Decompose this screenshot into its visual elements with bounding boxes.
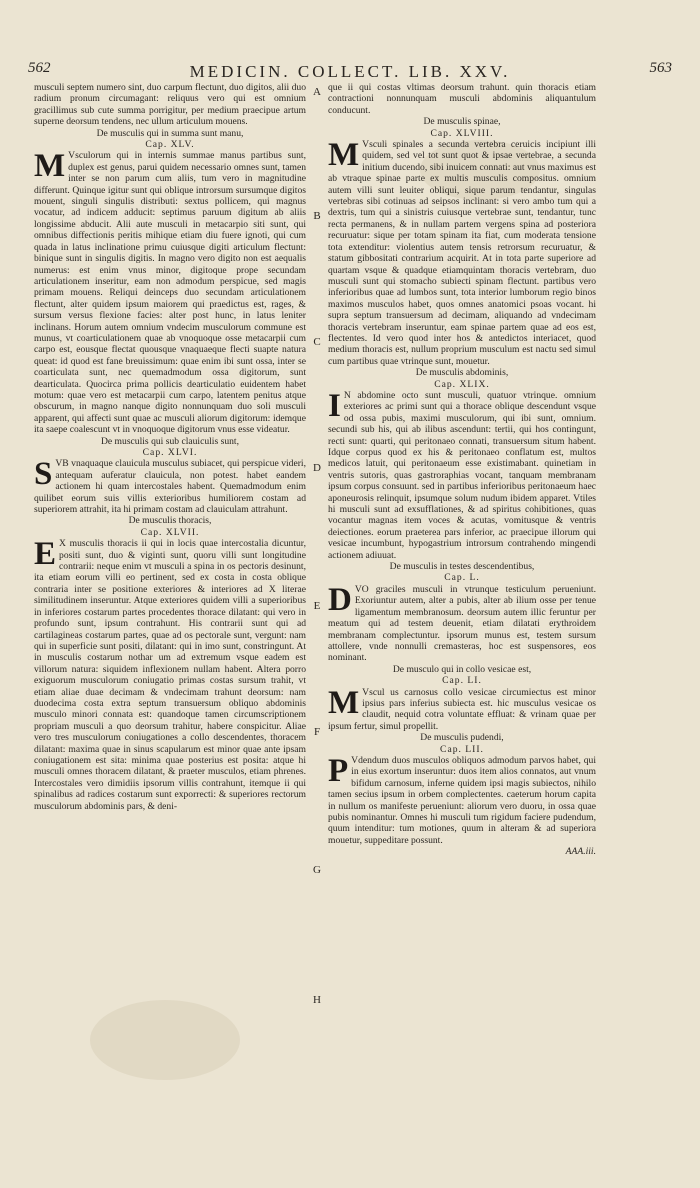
- drop-cap: I: [328, 387, 341, 424]
- chapter-body: [34, 150, 306, 435]
- chapter-text: N abdomine octo sunt musculi, quatuor vtrinque. omnium exteriores ac primi sunt qui a thorace oblique descendunt vsque od ossa pubis, maximi musculorum, qui ibi sunt, omnium. secundi sub his, qui ab ilibus ascendunt: tertii, qui hos contingunt, recti sunt: quarti, qui peritonaeo connati, transuersum situm habent. Idque corpus quod ex his & peritonaeo conflatum est, multos medicos latuit, qui peritonaeum esse existimabant. quinetiam in ventris sutoris, quas gastroraphias vocant, tanquam membranam ipsum corpus consuunt. sed in partibus inferioribus peritonaeum haec aponeurosis relinquit, ipsumque solum nudum ibidem apparet. Vtiles hi musculi sunt ad exsufflationes, & ad spiritus cohibitiones, quas vocantur magnas item voces & acutas, vomitusque & ventris deiectiones. eorum praeterea pars inferior, ac praecipue illorum qui vesicae incumbunt, hypogastrium introrsum contrahendo mingendi actionem adiuuat.: [328, 389, 596, 561]
- margin-letter-f: F: [313, 726, 321, 738]
- chapter-heading: De musculo qui in collo vesicae est,: [392, 663, 532, 675]
- chapter-number: Cap. XLVII.: [140, 526, 200, 538]
- folio-number-left: 562: [28, 60, 51, 76]
- chapter-body: [328, 581, 596, 664]
- drop-cap: E: [34, 536, 57, 573]
- chapter-text: Vscul us carnosus collo vesicae circumiectus est minor ipsius pars inferius subiecta est. hic musculus vesicae os claudit, nequid cotra voluntate effluat: & vrinam quae per ipsum fertur, simul propellit.: [328, 686, 596, 732]
- page-header: [28, 62, 672, 82]
- drop-cap: M: [328, 684, 360, 721]
- margin-letter-b: B: [313, 210, 321, 222]
- running-head: MEDICIN. COLLECT. LIB. XXV.: [189, 62, 511, 81]
- chapter-body: [34, 538, 306, 812]
- chapter-text: VO graciles musculi in vtrunque testiculum perueniunt. Exoriuntur autem, alter a pubis, alter ab ilium osse per tenue ligamentum membranosum. deorsum autem illic feruntur per meatum qui ad testem deuenit, etiam dilatati erythroidem membranam complectuntur. ipsorum munus est, testem sursum attollere, vnde nonnulli cremasteras, hoc est suspensores, eos nominant.: [328, 583, 596, 664]
- chapter-heading: De musculis spinae,: [423, 116, 501, 128]
- margin-letter-h: H: [313, 994, 321, 1006]
- drop-cap: S: [34, 456, 53, 493]
- chapter-number: Cap. L.: [444, 572, 480, 584]
- drop-cap: P: [328, 752, 349, 789]
- chapter-text: Vsculorum qui in internis summae manus partibus sunt, duplex est genus, parui quidem necessario omnes sunt, tamen inter se non parum cum aliis, tum vero in magnitudine differunt. Quinque igitur sunt qui oblique introrsum sursumque digitos mouent, singuli singulis distributi: sextus pollicem, qui magnus vocatur, ad indicem adducit: septimus paruum digitum ab aliis longissime abducit. Alii aute musculi in metacarpio siti sunt, qui omnibus diffectionis peritis mihique etiam diu fuere ignoti, qui cum quada in latus inclinatione primu cuiusque digiti articulum flectunt: binique sunt in singulis digitis. In magno vero digito non est aequalis numerus: est enim vnus minor, digitoque prope secundam articulationem inseritur, eam non admodum perspicue, sed magis primam mouens. Reliqui deinceps duo secundam articulationem flectunt, alter quidem ipsum maiorem qui praedictus est, rages, & sursum versus flexione facies: alter post hunc, in latus leniter inclinans. Horum autem omnium vndecim musculorum commune est munus, vt coarticulationem quae ab vnoquoque osse metacarpii cum carpo est, eousque flectat quousque vnaquaeque flecti suapte natura queat: id quod est fane breuissimum: quae enim ibi sunt ossa, inter se coarticulata sunt, nec quemadmodum ossa digitorum, sunt dearticulata. Quocirca prima pollicis dearticulatio euidentem habet motum: quae vero est metacarpii cum carpo, latentem penitus atque obscurum, in magno nanque digito nonnunquam duo soli musculi apparent, qui affecti sunt quae ac musculi aliorum digitorum: idemque ita saepe coalescunt vt in vnoquoque digitorum vnus esse videatur.: [34, 150, 306, 436]
- margin-letter-g: G: [313, 864, 321, 876]
- chapter-text: Vsculi spinales a secunda vertebra ceruicis incipiunt illi quidem, sed vel tot sunt quot & ipsae vertebrae, a secunda initium ducendo, sibi inuicem connati: aut vnus maximus est ab vtraque spinae parte ex multis musculis compositus. omnium autem villi sunt leuiter obliqui, sique parum tendantur, singulas vertebras sibi cotinuas ad seipsos inclinant: si vero ambo tum qui a dextris, tum qui a sinistris cuiusque vertebrae sunt, tendantur, tunc recta permanens, & in nullam partem vergens spina ad posteriora recuruatur: sique per totam spinam ita fiat, cum moderata tensione tota extenditur: violentius autem tensis retrorsum recuruatur, & statum gibbositati contrarium acquirit. At in tota parte superiore ad quartam vsque & quadque etiamquintam thoracis vertebram, duo musculi sunt qui stomacho subiecti spinam flectunt. partibus vero inferioribus quae ad lumbos sunt, tota interior lumborum regio binos maximos musculos habet, quos omnes anatomici psoas vocant. hi supra septum transuersum ad decimam, aliquando ad vndecimam thoracis vertebram inseruntur, eam spinae partem quae ad eos est, flectentes. Id vero quod inter hos & antedictos interiacet, quod medium thoracis est, nullum proprium musculum est nactu sed simul cum partibus quae vtrinque sunt, mouetur.: [328, 139, 596, 367]
- chapter-heading: De musculis abdominis,: [415, 367, 509, 379]
- chapter-body: [34, 458, 306, 515]
- chapter-text: Vdendum duos musculos obliquos admodum parvos habet, qui in eius exortum inseruntur: duos item alios connatos, aut vnum bifidum carnosum, inferne quidem ipsi magis subiectos, nihilo tamen secius ipsum in orbem complectentes. caeterum horum capita in nullum os manifeste perueniunt: aliorum vero duoru, in ossa quae pubis nominantur. Omnes hi musculi tum rigidum faciere pudendum, quum intenditur: tum motiones, quum in alteram & ad superiora mouetur, suppeditare possunt.: [328, 754, 596, 846]
- chapter-text: VB vnaquaque clauicula musculus subiacet, qui perspicue videri, antequam auferatur clauicula, non potest. habet eandem actionem hi quam intercostales habent. Quemadmodum enim quilibet eorum suis villis exterioribus humiliorem costam ad superiorem attrahit, ita hi primam costam ad clauiculam attrahunt.: [34, 458, 306, 516]
- chapter-heading: De musculis pudendi,: [420, 732, 504, 744]
- signature-mark: AAA.iii.: [565, 846, 596, 858]
- chapter-text: X musculis thoracis ii qui in locis quae intercostalia dicuntur, positi sunt, duo & viginti sunt, quoru villi sunt longitudine contrarii: neque enim vt musculi a spina in os pectoris desinunt, ita etiam eorum villi eo pertinent, sed ex costa in costa oblique contraria inter se positione exteriores & interiores ad X literae similitudinem inseruntur. Atque exteriores quidem villi a superioribus in inferiores costarum partes procedentes thorace dilatant: qui vero in profundo sunt, ipsum contrahunt. His contrarii sunt qui ad cartilagineas costarum partes, quae ad os pectorale sunt, vergunt: nam qui in superficie sunt positi, dilatant: qui in imo sunt, constringunt. At in musculis costarum nothar um ad extremum vsque eadem est villorum natura: siquidem inflexionem nullam habent. Altera porro exiguorum musculorum coniugatio primas costas sursum trahit, vt etiam aliae duae decimam & vndecimam trahunt deorsum: nam duodecima costa extra septum transuersum obliquo abdominis musculo minori connata est: quandoque tamen circumscriptionem propriam musculi a quo deorsum trahitur, habere conspicitur. Aliae vero tres musculorum coniugationes a collo descendentes, thoracem dilatant: maxima quae in sinus scapularum est minor quae ante ipsam coniugationem est sita: minima quae posterius est posita: atque hi musculi omnes thoracem dilatant, & praeter musculos, etiam phrenes. Intercostales vero dimidiis ipsorum villis contrahunt, itemque ii qui spinalibus ad radices costarum sunt exporrecti: & superiores rectorum musculorum abdominis pars, & deni-: [34, 538, 306, 812]
- section-continuation: que ii qui costas vltimas deorsum trahunt. quin thoracis etiam contractioni nonnunquam musculi abdominis aliquantulum conducunt.: [328, 82, 596, 116]
- chapter-body: [328, 752, 596, 846]
- chapter-number: Cap. XLVIII.: [430, 127, 494, 139]
- margin-letter-c: C: [313, 336, 321, 348]
- drop-cap: M: [34, 148, 66, 185]
- right-column: [328, 82, 596, 858]
- folio-number-right: 563: [649, 60, 672, 76]
- drop-cap: M: [328, 137, 360, 174]
- paper-stain: [90, 1000, 240, 1080]
- chapter-body: [328, 387, 596, 561]
- chapter-number: Cap. XLIX.: [434, 378, 490, 390]
- margin-letter-e: E: [313, 600, 321, 612]
- chapter-body: [328, 139, 596, 367]
- chapter-heading: De musculis qui in summa sunt manu,: [96, 127, 244, 139]
- chapter-number: Cap. XLVI.: [142, 447, 198, 458]
- left-column: [34, 82, 306, 812]
- chapter-heading: De musculis thoracis,: [128, 515, 212, 527]
- chapter-heading: De musculis qui sub clauiculis sunt,: [100, 435, 240, 447]
- drop-cap: D: [328, 581, 352, 618]
- margin-letter-a: A: [313, 86, 321, 98]
- chapter-number: Cap. LII.: [440, 743, 484, 755]
- section-continuation: musculi septem numero sint, duo carpum flectunt, duo digitos, alii duo radium pronum circumagant: reliquus vero qui est omnium gracillimus sub cute summa porrigitur, per medium praecipue artum superne deorsum tendens, nec ullum articulum mouens.: [34, 82, 306, 128]
- chapter-number: Cap. LI.: [442, 675, 482, 687]
- chapter-body: [328, 684, 596, 733]
- margin-letter-d: D: [313, 462, 321, 474]
- chapter-number: Cap. XLV.: [145, 139, 195, 151]
- chapter-heading: De musculis in testes descendentibus,: [389, 561, 535, 573]
